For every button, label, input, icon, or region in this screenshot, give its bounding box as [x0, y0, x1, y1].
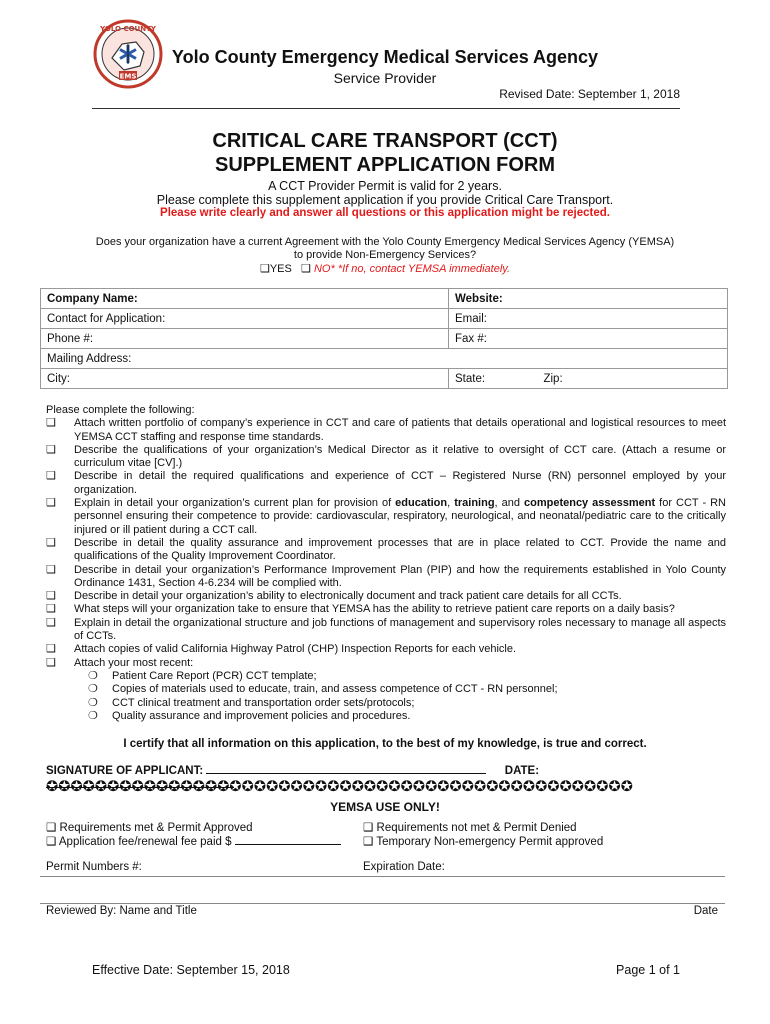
list-item: ❑ Explain in detail your organization’s current plan for provision of education, training, and competency assessment for CCT - RN personnel ensuring their competence to provide: cardiovascular, respiratory, neurological, and neonatal/pediatric care to the critically injured or ill patient during a CCT call.: [46, 497, 727, 536]
yolo-county-ems-logo: [92, 18, 164, 90]
table-row: [41, 329, 728, 349]
signature-label: SIGNATURE OF APPLICANT:: [46, 765, 204, 777]
reviewed-by-label: Reviewed By: Name and Title: [46, 905, 197, 917]
reviewed-date-label: Date: [693, 905, 718, 917]
permit-numbers-label: Permit Numbers #:: [46, 861, 142, 873]
company-info-table: [40, 288, 728, 389]
checkbox-icon[interactable]: ❑: [363, 836, 374, 848]
checkbox-icon[interactable]: ❑: [46, 417, 56, 430]
circle-bullet-icon: ❍: [88, 709, 98, 722]
table-row: [41, 289, 728, 309]
checkbox-icon[interactable]: ❑: [46, 603, 56, 616]
sub-list-item: ❍ Copies of materials used to educate, train, and assess competence of CCT - RN personnel;: [88, 683, 558, 696]
yes-checkbox[interactable]: ❑: [259, 263, 270, 275]
phone-field[interactable]: Phone #:: [41, 329, 449, 349]
yes-label: YES: [269, 263, 292, 275]
fee-amount-line[interactable]: [235, 835, 341, 845]
list-item: ❑ Attach copies of valid California Highway Patrol (CHP) Inspection Reports for each vehicle.: [46, 643, 517, 656]
mailing-address-field[interactable]: Mailing Address:: [41, 349, 728, 369]
list-item: ❑ Describe in detail your organization’s Performance Improvement Plan (PIP) and how the requirements established in Yolo County Ordinance 1431, Section 4-6.234 will be complied with.: [46, 563, 726, 589]
list-item: ❑ Describe in detail the required qualifications and experience of CCT – Registered Nurse (RN) personnel employed by your organization.: [46, 470, 726, 496]
date-label: DATE:: [504, 765, 540, 777]
checkbox-icon[interactable]: ❑: [46, 836, 57, 848]
form-instruction: Please complete this supplement application if you provide Critical Care Transport.: [156, 193, 614, 207]
star-divider: ✪✪✪✪✪✪✪✪✪✪✪✪✪✪✪✪✪✪✪✪✪✪✪✪✪✪✪✪✪✪✪✪✪✪✪✪✪✪✪✪✪✪✪✪✪✪✪✪: [46, 779, 633, 795]
list-item: ❑ Explain in detail the organizational structure and job functions of management and supervisory roles necessary to manage all aspects of CCTs.: [46, 616, 726, 643]
fee-paid-option: ❑ Application fee/renewal fee paid $: [46, 834, 341, 848]
circle-bullet-icon: ❍: [88, 696, 98, 709]
agency-name: Yolo County Emergency Medical Services Agency: [171, 47, 599, 67]
email-field[interactable]: Email:: [449, 309, 728, 329]
agreement-question-line1: Does your organization have a current Agreement with the Yolo County Emergency Medical Services Agency (YEMSA): [95, 236, 675, 248]
page-number: Page 1 of 1: [616, 963, 680, 977]
checkbox-icon[interactable]: ❑: [46, 643, 56, 656]
expiration-date-label: Expiration Date:: [363, 861, 445, 873]
header-divider: [92, 108, 680, 109]
state-field[interactable]: State:: [455, 372, 486, 385]
zip-field[interactable]: Zip:: [543, 372, 563, 385]
list-item: ❑ Describe in detail the quality assurance and improvement processes that are in place related to CCT. Provide the name and qualifications of the Quality Improvement Coordinator.: [46, 536, 726, 563]
req-met-option: ❑ Requirements met & Permit Approved: [46, 822, 253, 834]
checkbox-icon[interactable]: ❑: [46, 616, 56, 629]
req-not-met-option: ❑ Requirements not met & Permit Denied: [363, 822, 577, 834]
company-name-field[interactable]: Company Name:: [41, 289, 449, 309]
checkbox-icon[interactable]: ❑: [46, 590, 56, 603]
table-row: [41, 369, 728, 389]
revised-date: Revised Date: September 1, 2018: [499, 87, 680, 101]
checkbox-icon[interactable]: ❑: [46, 470, 56, 483]
checkbox-icon[interactable]: ❑: [46, 536, 56, 549]
instructions-list: [46, 404, 726, 723]
fax-field[interactable]: Fax #:: [449, 329, 728, 349]
checkbox-icon[interactable]: ❑: [46, 822, 57, 834]
website-field[interactable]: Website:: [449, 289, 728, 309]
sub-list-item: ❍ Quality assurance and improvement policies and procedures.: [88, 709, 411, 722]
checkbox-icon[interactable]: ❑: [46, 443, 56, 456]
logo-county-text: YOLO COUNTY: [100, 25, 156, 33]
reviewed-line[interactable]: [40, 903, 725, 904]
no-checkbox[interactable]: ❑: [301, 263, 311, 275]
checkbox-icon[interactable]: ❑: [363, 822, 374, 834]
state-zip-cell: [449, 369, 728, 389]
logo-ems-text: EMS: [119, 72, 137, 81]
list-item: ❑ What steps will your organization take to ensure that YEMSA has the ability to retrieve patient care reports on a daily basis?: [46, 603, 675, 616]
permit-validity: A CCT Provider Permit is valid for 2 years.: [268, 179, 502, 193]
agreement-question-line2: to provide Non-Emergency Services?: [293, 249, 477, 261]
list-item: ❑ Describe in detail your organization’s ability to electronically document and track patient care details for all CCTs.: [46, 590, 622, 603]
checkbox-icon[interactable]: ❑: [46, 497, 56, 510]
permit-underline[interactable]: [40, 876, 725, 877]
city-field[interactable]: City:: [41, 369, 449, 389]
agreement-answer-row: [60, 262, 710, 275]
signature-line[interactable]: [206, 763, 486, 774]
list-item: ❑ Describe the qualifications of your organization’s Medical Director as it relative to oversight of CCT care. (Attach a resume or curriculum vitae [CV].): [46, 443, 726, 470]
list-item: ❑ Attach your most recent:: [46, 656, 194, 669]
circle-bullet-icon: ❍: [88, 669, 98, 682]
service-provider: Service Provider: [333, 70, 437, 86]
table-row: [41, 309, 728, 329]
certification-statement: I certify that all information on this application, to the best of my knowledge, is true and correct.: [123, 738, 647, 750]
table-row: [41, 349, 728, 369]
rejection-warning: Please write clearly and answer all questions or this application might be rejected.: [160, 207, 610, 219]
temp-permit-option: ❑ Temporary Non-emergency Permit approved: [363, 836, 604, 848]
sub-list-item: ❍ CCT clinical treatment and transportation order sets/protocols;: [88, 696, 415, 709]
checkbox-icon[interactable]: ❑: [46, 563, 56, 576]
no-note: *If no, contact YEMSA immediately.: [337, 263, 511, 275]
form-title-line2: SUPPLEMENT APPLICATION FORM: [215, 154, 555, 176]
no-label: NO*: [313, 263, 335, 275]
contact-field[interactable]: Contact for Application:: [41, 309, 449, 329]
instructions-intro: Please complete the following:: [46, 404, 195, 416]
checkbox-icon[interactable]: ❑: [46, 656, 56, 669]
effective-date: Effective Date: September 15, 2018: [92, 963, 290, 977]
list-item: ❑ Attach written portfolio of company’s experience in CCT and care of patients that details operational and logistical resources to meet YEMSA CCT staffing and response time standards.: [46, 417, 726, 443]
circle-bullet-icon: ❍: [88, 683, 98, 696]
form-title-line1: CRITICAL CARE TRANSPORT (CCT): [212, 130, 558, 152]
sub-list-item: ❍ Patient Care Report (PCR) CCT template;: [88, 669, 317, 682]
yemsa-use-heading: YEMSA USE ONLY!: [330, 800, 440, 814]
